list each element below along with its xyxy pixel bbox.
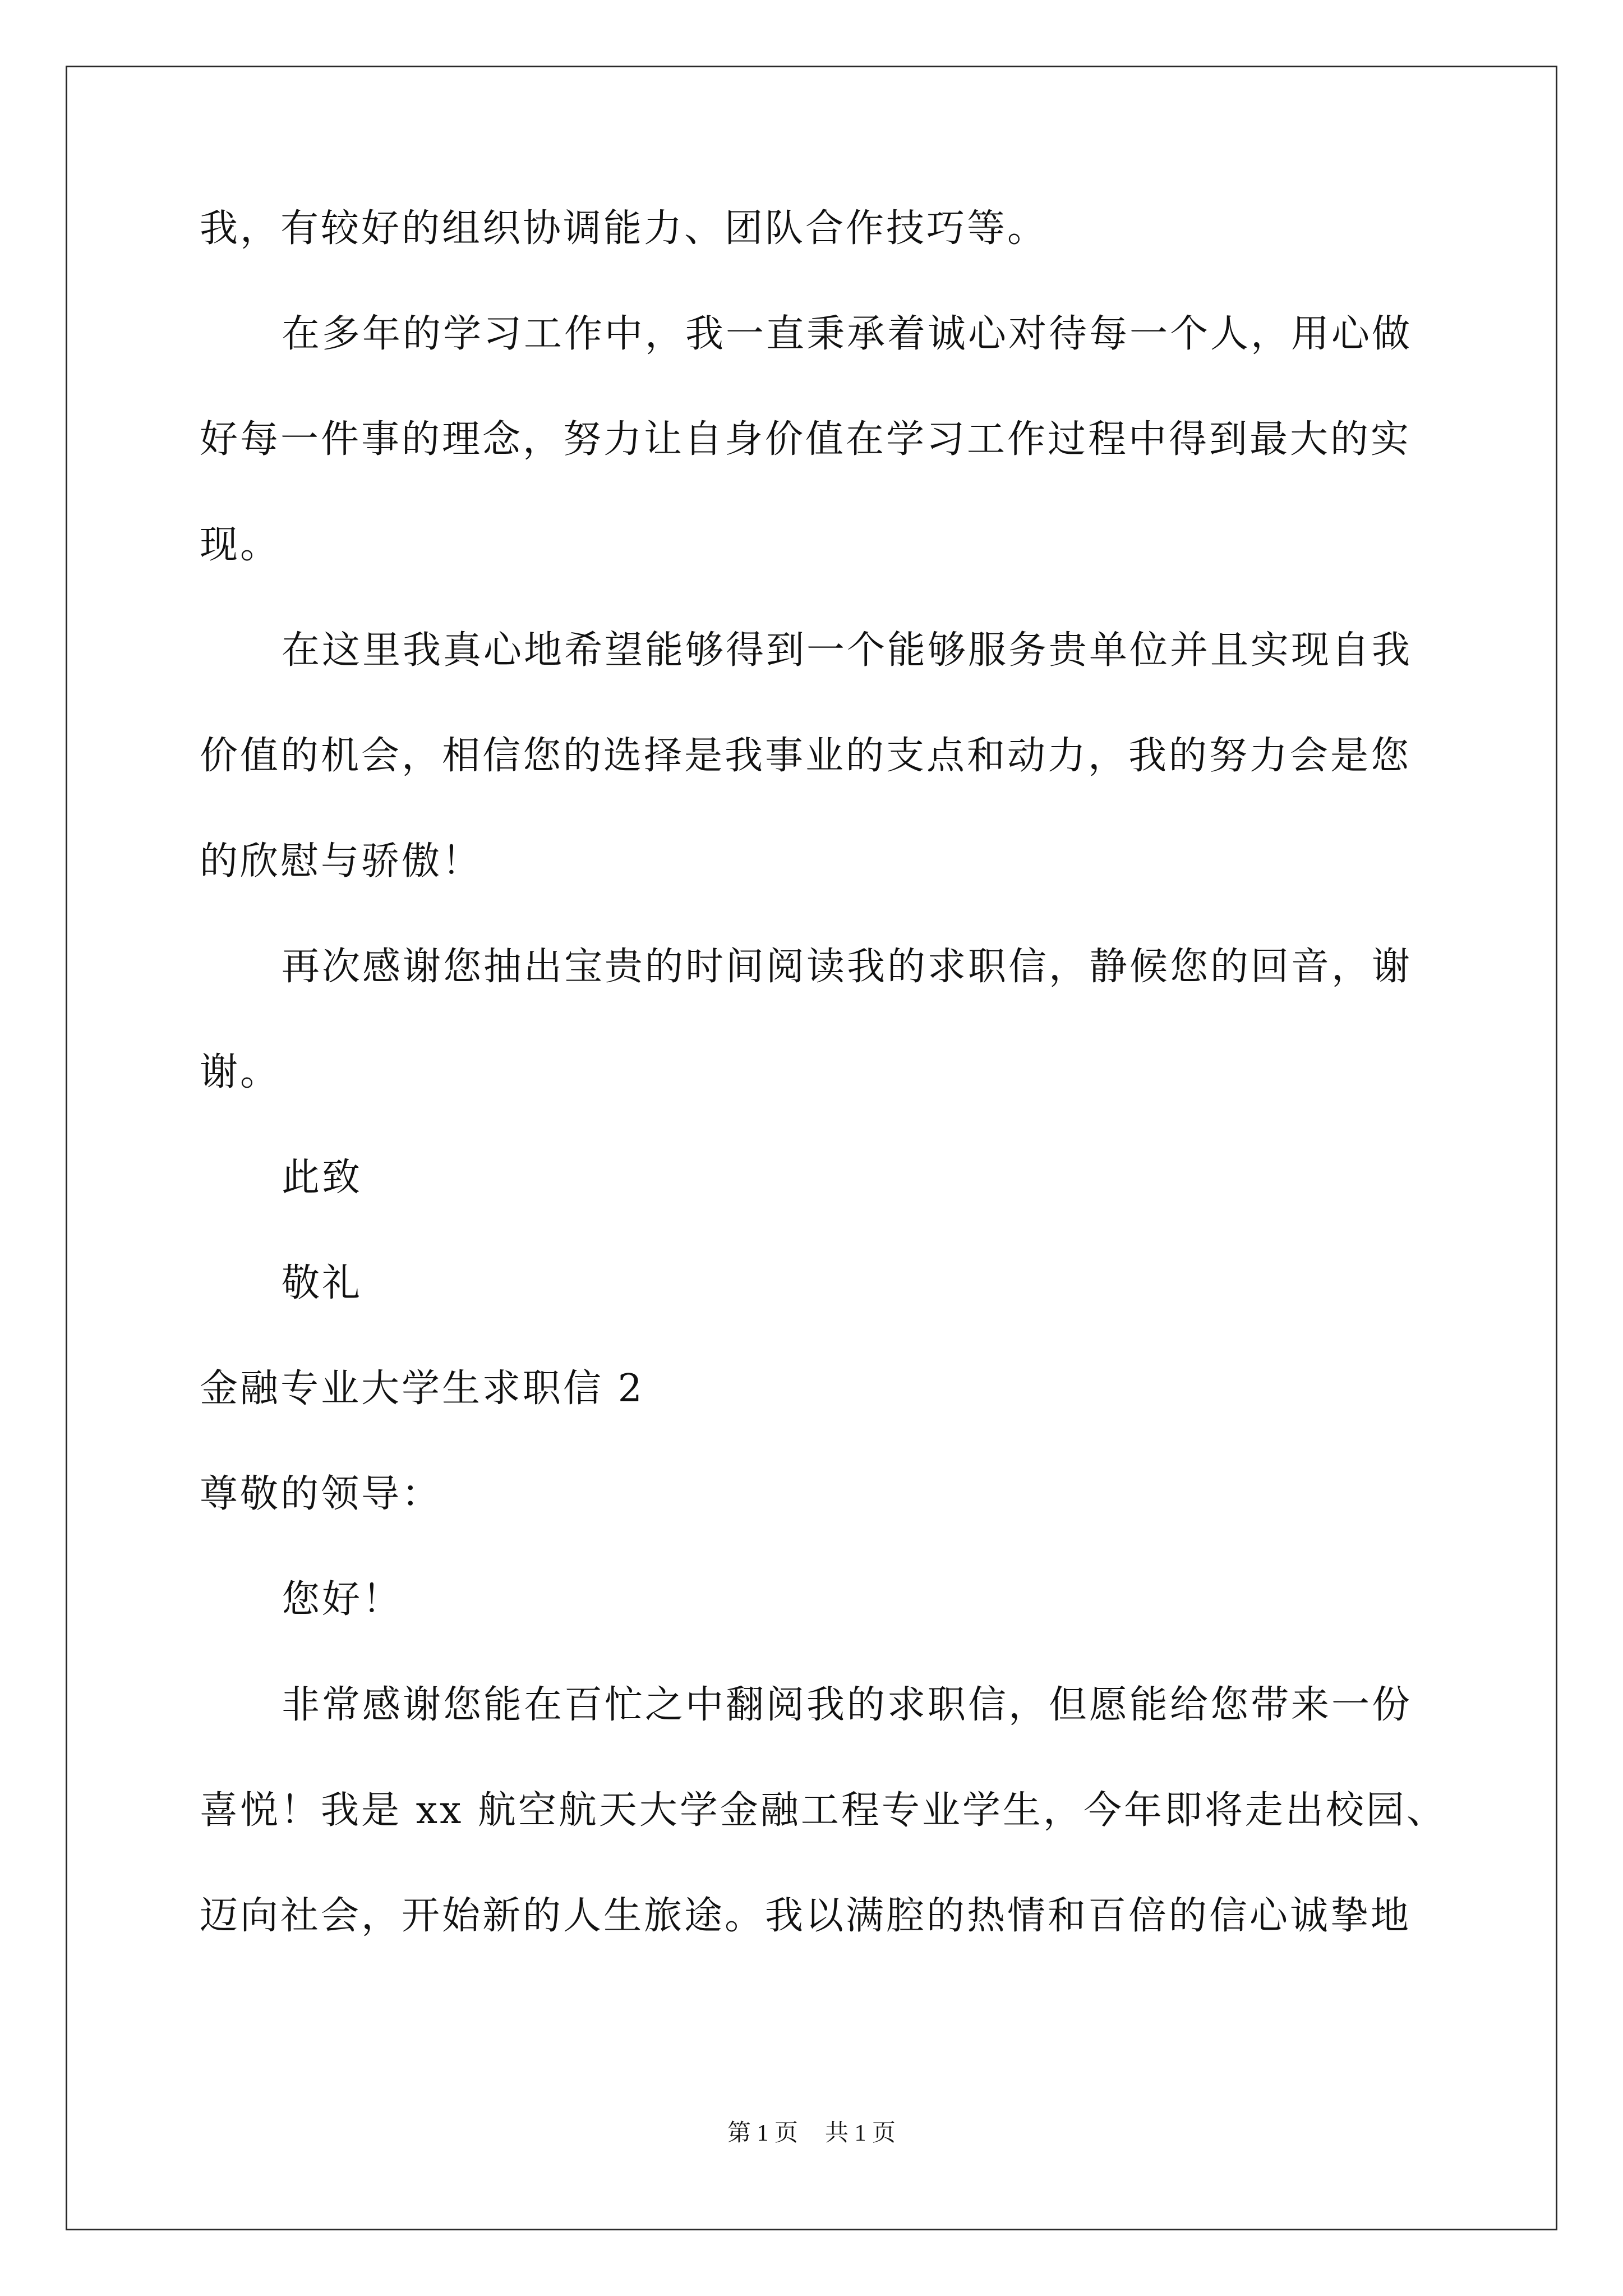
closing-regards: 敬礼 (282, 1261, 363, 1305)
closing-salutation: 此致 (282, 1156, 363, 1200)
paragraph-start-line: 再次感谢您抽出宝贵的时间阅读我的求职信，静候您的回音，谢 (282, 945, 1413, 989)
text-line: 好每一件事的理念，努力让自身价值在学习工作过程中得到最大的实 (200, 417, 1412, 462)
letter-greeting: 尊敬的领导： (200, 1472, 442, 1516)
page-number-current: 第 1 页 (727, 2120, 798, 2146)
paragraph-start-line: 非常感谢您能在百忙之中翻阅我的求职信，但愿能给您带来一份 (282, 1683, 1413, 1727)
text-line: 迈向社会，开始新的人生旅途。我以满腔的热情和百倍的信心诚挚地 (200, 1894, 1412, 1938)
greeting-line: 您好！ (282, 1577, 403, 1622)
text-line: 的欣慰与骄傲！ (200, 839, 483, 884)
text-line: 我，有较好的组织协调能力、团队合作技巧等。 (200, 206, 1048, 251)
paragraph-start-line: 在多年的学习工作中，我一直秉承着诚心对待每一个人，用心做 (282, 312, 1413, 356)
paragraph-start-line: 在这里我真心地希望能够得到一个能够服务贵单位并且实现自我 (282, 628, 1413, 673)
text-line: 谢。 (200, 1050, 281, 1094)
text-line: 喜悦！我是 xx 航空航天大学金融工程专业学生，今年即将走出校园、 (200, 1788, 1447, 1833)
text-line: 现。 (200, 523, 281, 567)
page-footer (0, 2119, 1623, 2147)
text-line: 价值的机会，相信您的选择是我事业的支点和动力，我的努力会是您 (200, 734, 1412, 778)
page-number-total: 共 1 页 (825, 2120, 896, 2146)
section-title: 金融专业大学生求职信 2 (200, 1366, 644, 1411)
